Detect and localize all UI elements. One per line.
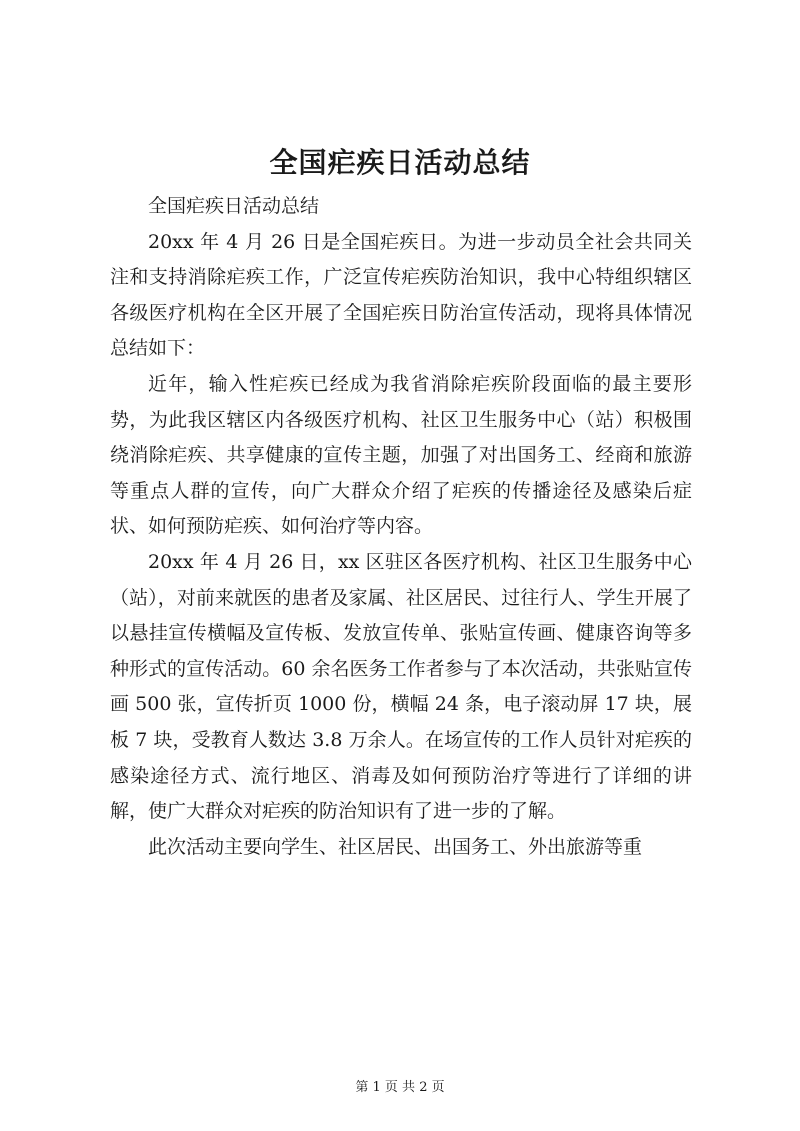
paragraph-background: 近年，输入性疟疾已经成为我省消除疟疾阶段面临的最主要形势，为此我区辖区内各级医疗机构、社区卫生服务中心（站）积极围绕消除疟疾、共享健康的宣传主题，加强了对出国务工、经商和旅游等重点人群的宣传，向广大群众介绍了疟疾的传播途径及感染后症状、如何预防疟疾、如何治疗等内容。 xyxy=(110,372,692,538)
document-body xyxy=(110,189,692,865)
paragraph-activities: 20xx 年 4 月 26 日，xx 区驻区各医疗机构、社区卫生服务中心（站），对前来就医的患者及家属、社区居民、过往行人、学生开展了以悬挂宣传横幅及宣传板、发放宣传单、张贴宣传画、健康咨询等多种形式的宣传活动。60 余名医务工作者参与了本次活动，共张贴宣传画 500 张，宣传折页 1000 份，横幅 24 条，电子滚动屏 17 块，展板 7 块，受教育人数达 3.8 万余人。在场宣传的工作人员针对疟疾的感染途径方式、流行地区、消毒及如何预防治疗等进行了详细的讲解，使广大群众对疟疾的防治知识有了进一步的了解。 xyxy=(110,550,692,823)
paragraph-continuation: 此次活动主要向学生、社区居民、出国务工、外出旅游等重 xyxy=(148,835,643,858)
document-title: 全国疟疾日活动总结 xyxy=(269,146,531,179)
paragraph-intro: 20xx 年 4 月 26 日是全国疟疾日。为进一步动员全社会共同关注和支持消除疟疾工作，广泛宣传疟疾防治知识，我中心特组织辖区各级医疗机构在全区开展了全国疟疾日防治宣传活动，现将具体情况总结如下： xyxy=(110,230,692,360)
paragraph-subtitle: 全国疟疾日活动总结 xyxy=(148,195,320,217)
page-number-footer: 第 1 页 共 2 页 xyxy=(355,1080,445,1095)
